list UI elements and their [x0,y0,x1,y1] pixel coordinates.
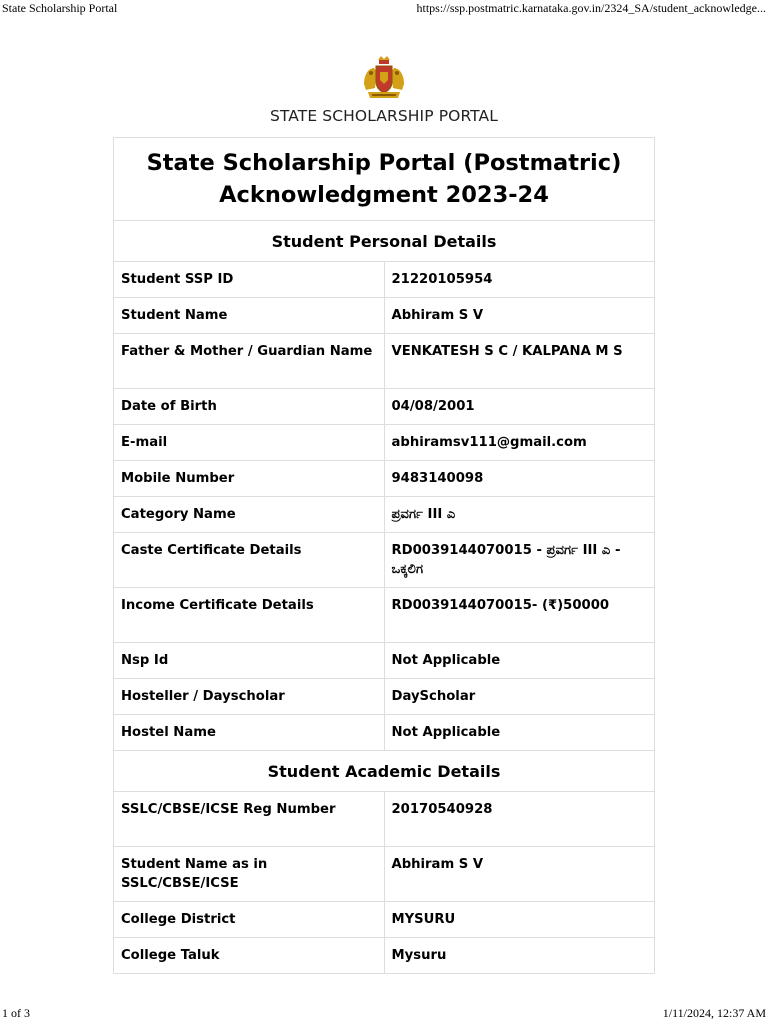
table-row [114,679,655,715]
page-number: 1 of 3 [2,1006,30,1020]
row-label: Hosteller / Dayscholar [114,679,385,715]
row-label: E-mail [114,425,385,461]
row-value: Not Applicable [384,715,655,751]
document-title-line2: Acknowledgment 2023-24 [219,182,549,208]
row-value: VENKATESH S C / KALPANA M S [384,334,655,389]
table-row [114,643,655,679]
row-value: abhiramsv111@gmail.com [384,425,655,461]
print-footer [0,1004,768,1024]
personal-section-heading: Student Personal Details [114,221,655,262]
row-label: Student SSP ID [114,262,385,298]
row-value: Mysuru [384,938,655,974]
row-value: 21220105954 [384,262,655,298]
row-label: Category Name [114,497,385,533]
row-label: Father & Mother / Guardian Name [114,334,385,389]
row-value: ಪ್ರವರ್ಗ III ಎ [384,497,655,533]
table-row [114,902,655,938]
row-label: Student Name [114,298,385,334]
table-row [114,262,655,298]
row-label: SSLC/CBSE/ICSE Reg Number [114,792,385,847]
row-value: RD0039144070015- (₹)50000 [384,588,655,643]
table-row [114,792,655,847]
karnataka-emblem-icon [360,54,408,100]
row-value: DayScholar [384,679,655,715]
print-tab-title: State Scholarship Portal [2,1,118,15]
personal-section-header-row [114,221,655,262]
table-row [114,938,655,974]
print-datetime: 1/11/2024, 12:37 AM [662,1006,766,1020]
document-title-line1: State Scholarship Portal (Postmatric) [146,150,622,176]
table-row [114,425,655,461]
row-value: Abhiram S V [384,847,655,902]
print-url: https://ssp.postmatric.karnataka.gov.in/2324_SA/student_acknowledge... [416,1,766,15]
row-label: Student Name as in SSLC/CBSE/ICSE [114,847,385,902]
table-row [114,334,655,389]
acknowledgment-table [113,137,655,974]
table-row [114,298,655,334]
document-title [114,138,655,221]
table-row [114,461,655,497]
row-label: Date of Birth [114,389,385,425]
row-label: College District [114,902,385,938]
row-value: Abhiram S V [384,298,655,334]
table-row [114,389,655,425]
row-label: Nsp Id [114,643,385,679]
table-row [114,497,655,533]
row-label: Hostel Name [114,715,385,751]
row-label: Income Certificate Details [114,588,385,643]
portal-name: STATE SCHOLARSHIP PORTAL [269,107,498,125]
row-label: College Taluk [114,938,385,974]
table-row [114,847,655,902]
row-label: Mobile Number [114,461,385,497]
document-title-row [114,138,655,221]
print-header [0,0,768,18]
row-value: MYSURU [384,902,655,938]
row-value: Not Applicable [384,643,655,679]
row-value: 9483140098 [384,461,655,497]
table-row [114,715,655,751]
row-value: RD0039144070015 - ಪ್ರವರ್ಗ III ಎ - ಒಕ್ಕಲಿಗ [384,533,655,588]
row-label: Caste Certificate Details [114,533,385,588]
row-value: 20170540928 [384,792,655,847]
academic-section-header-row [114,751,655,792]
row-value: 04/08/2001 [384,389,655,425]
table-row [114,588,655,643]
table-row [114,533,655,588]
academic-section-heading: Student Academic Details [114,751,655,792]
